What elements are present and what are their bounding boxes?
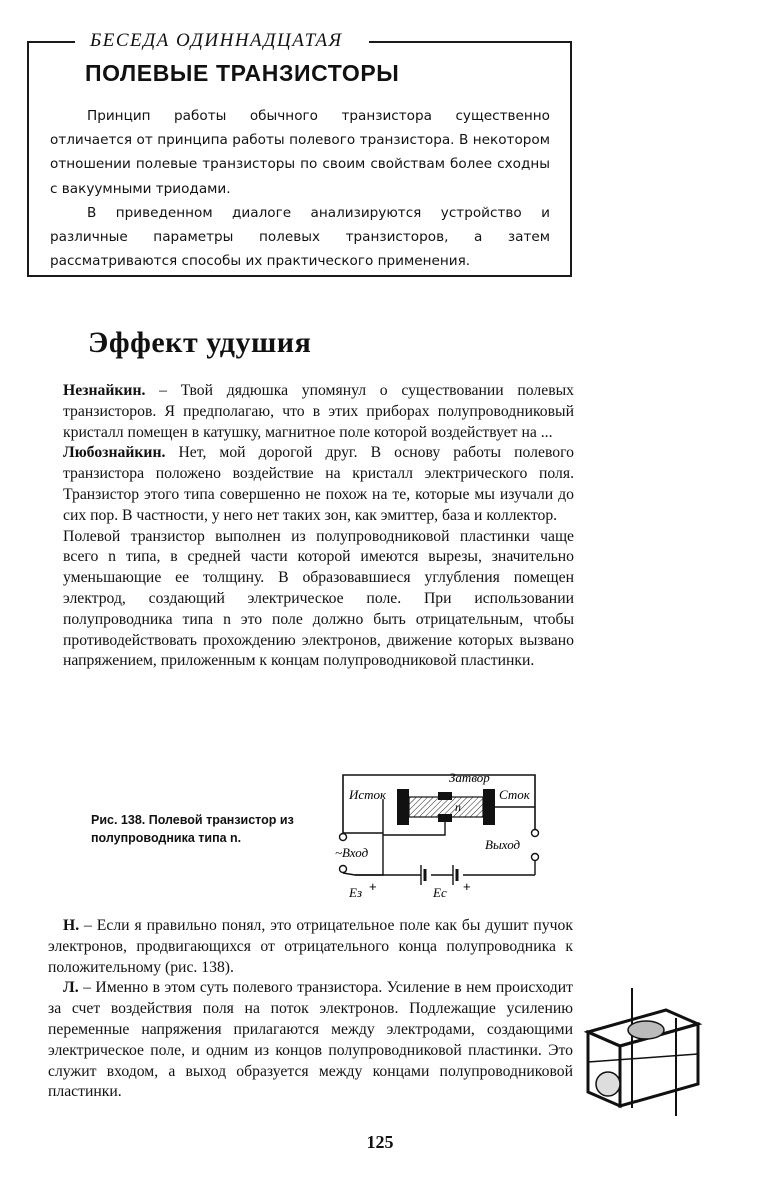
wire-source <box>355 799 383 875</box>
fet-circuit-diagram <box>335 765 565 905</box>
input-terminal-bottom <box>340 866 347 873</box>
source-electrode <box>397 789 409 825</box>
crystal-cube-illustration <box>580 988 710 1118</box>
label-source: Исток <box>349 787 387 802</box>
chapter-label: БЕСЕДА ОДИННАДЦАТАЯ <box>90 30 343 51</box>
chapter-title: ПОЛЕВЫЕ ТРАНЗИСТОРЫ <box>85 60 400 86</box>
speaker-name: Н. <box>63 917 80 934</box>
dialogue-paragraph <box>63 527 574 673</box>
label-input: ~Вход <box>335 845 369 860</box>
speaker-name: Незнайкин. <box>63 382 146 399</box>
section-title: Эффект удушия <box>88 326 312 359</box>
label-drain-battery-plus: + <box>463 879 471 894</box>
speaker-name: Любознайкин. <box>63 444 166 462</box>
box-top-border-right <box>369 41 572 43</box>
box-top-border-left <box>27 41 75 43</box>
label-output: Выход <box>485 837 521 852</box>
dialogue-text: – Твой дядюшка упомянул о существовании полевых транзисторов. Я предполагаю, что в этих приборах полупроводниковый кристалл помещен в катушку, магнитное поле которой воздействует на ... <box>63 382 574 441</box>
dialogue-paragraph <box>63 381 574 443</box>
dialogue-block-1 <box>63 381 574 672</box>
chapter-intro <box>50 104 550 273</box>
output-terminal-bottom <box>532 854 539 861</box>
output-terminal-top <box>532 830 539 837</box>
label-channel: n <box>455 800 461 814</box>
label-gate: Затвор <box>449 770 490 785</box>
dialogue-paragraph <box>48 916 573 978</box>
dialogue-paragraph <box>48 978 573 1103</box>
dialogue-text: Нет, мой дорогой друг. В основу работы полевого транзистора положено воздействие на кристалл электрического поля. Транзистор этого типа совершенно не похож на те, которые мы изучали до сих пор. В частности, у него нет таких зон, как эмиттер, база и коллектор. <box>63 444 574 524</box>
label-gate-battery-plus: + <box>369 879 377 894</box>
gate-bottom <box>438 814 452 822</box>
label-drain: Сток <box>499 787 530 802</box>
input-terminal-top <box>340 834 347 841</box>
intro-paragraph: Принцип работы обычного транзистора существенно отличается от принципа работы полевого транзистора. В некотором отношении полевые транзисторы по своим свойствам более сходны с вакуумными триодами. <box>50 108 550 197</box>
intro-paragraph: В приведенном диалоге анализируются устройство и различные параметры полевых транзисторов, а затем рассматриваются способы их практического применения. <box>50 204 550 270</box>
dialogue-text: – Именно в этом суть полевого транзистора. Усиление в нем происходит за счет воздействия поля на поток электронов. Подлежащие усилению переменные напряжения прилагаются между электродами, создающими электрическое поле, и одним из концов полупроводниковой пластинки. Это служит входом, а выход образуется между концами полупроводниковой пластинки. <box>48 979 573 1101</box>
gate-top <box>438 792 452 800</box>
drain-electrode <box>483 789 495 825</box>
wire-input-bottom <box>343 873 355 875</box>
dialogue-block-2 <box>48 916 573 1103</box>
speaker-name: Л. <box>63 979 79 997</box>
wire-gate <box>383 822 445 835</box>
dialogue-text: Полевой транзистор выполнен из полупроводниковой пластинки чаще всего n типа, в средней части которой имеются вырезы, значительно уменьшающие ее толщину. В образовавшиеся углубления помещен электрод, создающий электрическое поле. При использовании полупроводника типа n это поле должно быть отрицательным, чтобы противодействовать прохождению электронов, движение которых вызвано напряжением, приложенным к концам полупроводниковой пластинки. <box>63 527 574 670</box>
label-gate-battery: Eз <box>349 885 363 900</box>
figure-caption: Рис. 138. Полевой транзистор из полупроводника типа n. <box>91 813 294 845</box>
page-number: 125 <box>366 1132 394 1152</box>
dialogue-text: – Если я правильно понял, это отрицательное поле как бы душит пучок электронов, продвигающихся от отрицательного конца полупроводника к положительному (рис. 138). <box>48 917 573 976</box>
label-drain-battery: Ec <box>433 885 447 900</box>
dialogue-paragraph <box>63 443 574 526</box>
